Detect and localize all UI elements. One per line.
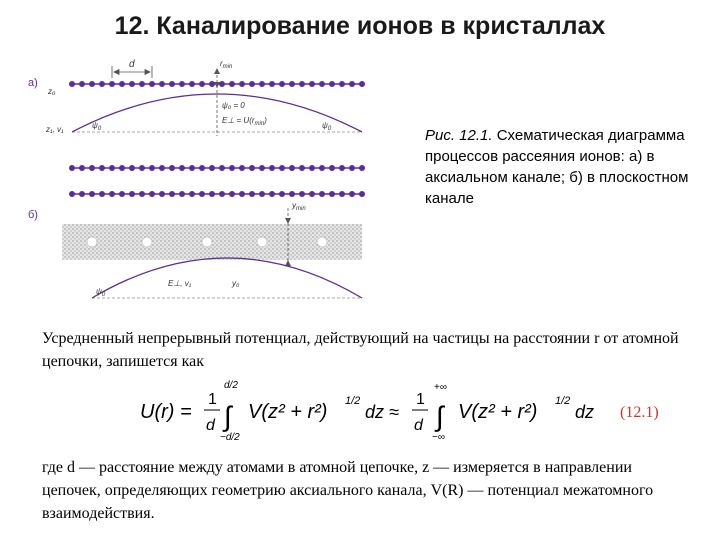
atom <box>219 165 225 171</box>
atom <box>339 165 345 171</box>
figure-number: Рис. 12.1. <box>425 127 493 144</box>
atom <box>239 191 245 197</box>
atom <box>199 81 205 87</box>
atom <box>169 81 175 87</box>
atom <box>159 81 165 87</box>
lower-limit-1: −d/2 <box>220 432 240 443</box>
rmin-label: $r_{min}$ <box>220 59 233 70</box>
atom <box>179 165 185 171</box>
atom <box>299 81 305 87</box>
atom <box>359 81 365 87</box>
atom <box>319 81 325 87</box>
plane-void <box>317 237 327 247</box>
psi-right: $\psi_0$ <box>322 121 332 132</box>
psi0-eq: ψ₀ = 0 <box>222 101 245 110</box>
atom <box>79 165 85 171</box>
e-v-label: E⊥, v₁ <box>168 279 192 288</box>
dz-approx: dz ≈ <box>365 402 399 422</box>
atom <box>169 165 175 171</box>
lower-limit-2: −∞ <box>432 432 445 443</box>
atom <box>309 191 315 197</box>
z0-label: z₀ <box>48 87 56 96</box>
atom <box>149 165 155 171</box>
atom <box>89 191 95 197</box>
channeling-diagram <box>0 48 420 308</box>
upper-limit-1: d/2 <box>224 380 238 391</box>
atom <box>209 81 215 87</box>
frac1-den: d <box>206 417 215 434</box>
atom <box>299 191 305 197</box>
atom <box>279 81 285 87</box>
atom <box>249 165 255 171</box>
atom <box>209 191 215 197</box>
atom <box>219 81 225 87</box>
atom <box>359 165 365 171</box>
atom <box>189 191 195 197</box>
label-a: а) <box>28 77 38 89</box>
atom <box>319 165 325 171</box>
slide-title: 12. Каналирование ионов в кристаллах <box>114 12 606 40</box>
atom <box>149 81 155 87</box>
atom <box>249 191 255 197</box>
atom <box>119 165 125 171</box>
atom <box>329 191 335 197</box>
atom <box>79 191 85 197</box>
paragraph-definitions: где d — расстояние между атомами в атомной цепочке, z — измеряется в направлении цепочек, определяющих геометрию аксиального канала, V(R) — потенциал межатомного взаимодействия. <box>42 459 654 522</box>
y0-label: y₀ <box>232 279 240 288</box>
atom <box>129 81 135 87</box>
trajectory-b <box>92 258 362 298</box>
atom <box>259 81 265 87</box>
plane-void <box>142 237 152 247</box>
atom <box>199 165 205 171</box>
atom <box>129 191 135 197</box>
paragraph-intro: Усредненный непрерывный потенциал, действующий на частицы на расстоянии r от атомной цепочки, запишется как <box>42 330 679 370</box>
atom <box>189 81 195 87</box>
atom <box>169 191 175 197</box>
atom <box>189 165 195 171</box>
atom <box>199 191 205 197</box>
atom <box>129 165 135 171</box>
atom <box>99 81 105 87</box>
atom <box>359 191 365 197</box>
psi-b: $\psi_0$ <box>96 287 106 298</box>
atom <box>179 191 185 197</box>
integral-1: ∫ <box>224 401 232 432</box>
atom <box>259 191 265 197</box>
atom <box>289 165 295 171</box>
atom <box>339 191 345 197</box>
atom <box>249 81 255 87</box>
atom <box>109 81 115 87</box>
atom <box>219 191 225 197</box>
atom-row-b1 <box>69 191 365 197</box>
atom-row-a2 <box>69 165 365 171</box>
atom <box>229 191 235 197</box>
atom <box>99 191 105 197</box>
upper-limit-2: +∞ <box>434 382 447 393</box>
atom <box>149 191 155 197</box>
atom <box>79 81 85 87</box>
atom <box>229 165 235 171</box>
caption-text: Схематическая диаграмма процессов рассеяния ионов: а) в аксиальном канале; б) в плоскостном канале <box>425 127 689 207</box>
label-b: б) <box>28 209 38 221</box>
d-label: d <box>129 59 135 70</box>
frac2-den: d <box>414 417 423 434</box>
dz-end: dz <box>575 402 595 422</box>
atom <box>179 81 185 87</box>
integral-2: ∫ <box>436 401 444 432</box>
atom <box>339 81 345 87</box>
ymin-label: $y_{min}$ <box>292 201 306 212</box>
atom <box>319 191 325 197</box>
atom <box>349 81 355 87</box>
atom <box>139 81 145 87</box>
energy-eq: E⊥ = $U(r_{min})$ <box>222 116 267 127</box>
atom <box>69 191 75 197</box>
atom <box>299 165 305 171</box>
integrand-1: V(z² + r²) <box>248 401 328 423</box>
atom <box>279 165 285 171</box>
plane-void <box>87 237 97 247</box>
formula-lhs: U(r) = <box>140 401 192 423</box>
psi-left: $\psi_0$ <box>92 121 102 132</box>
z1v1-label: z₁, v₁ <box>46 125 64 134</box>
atom <box>89 165 95 171</box>
atom <box>119 81 125 87</box>
atom <box>269 165 275 171</box>
atom <box>269 191 275 197</box>
equation-number: (12.1) <box>620 404 659 421</box>
atom <box>289 81 295 87</box>
plane-void <box>202 237 212 247</box>
atom <box>269 81 275 87</box>
atom <box>329 81 335 87</box>
atom <box>109 165 115 171</box>
power-1: 1/2 <box>345 395 361 407</box>
atom <box>349 165 355 171</box>
atom <box>209 165 215 171</box>
atom <box>229 81 235 87</box>
power-2: 1/2 <box>555 395 571 407</box>
atom <box>69 81 75 87</box>
atom <box>109 191 115 197</box>
integrand-2: V(z² + r²) <box>458 401 538 423</box>
atom <box>239 165 245 171</box>
atom <box>329 165 335 171</box>
figure-caption <box>425 125 715 209</box>
frac2-num: 1 <box>416 391 425 408</box>
atom <box>99 165 105 171</box>
atom <box>279 191 285 197</box>
atom <box>159 165 165 171</box>
plane-void <box>257 237 267 247</box>
atom <box>289 191 295 197</box>
atom <box>69 165 75 171</box>
atom <box>309 165 315 171</box>
atom <box>159 191 165 197</box>
atom <box>309 81 315 87</box>
atom <box>119 191 125 197</box>
atom <box>139 165 145 171</box>
atom <box>239 81 245 87</box>
frac1-num: 1 <box>208 391 217 408</box>
atom <box>259 165 265 171</box>
atom <box>139 191 145 197</box>
atom <box>89 81 95 87</box>
atom <box>349 191 355 197</box>
potential-formula <box>140 380 610 450</box>
